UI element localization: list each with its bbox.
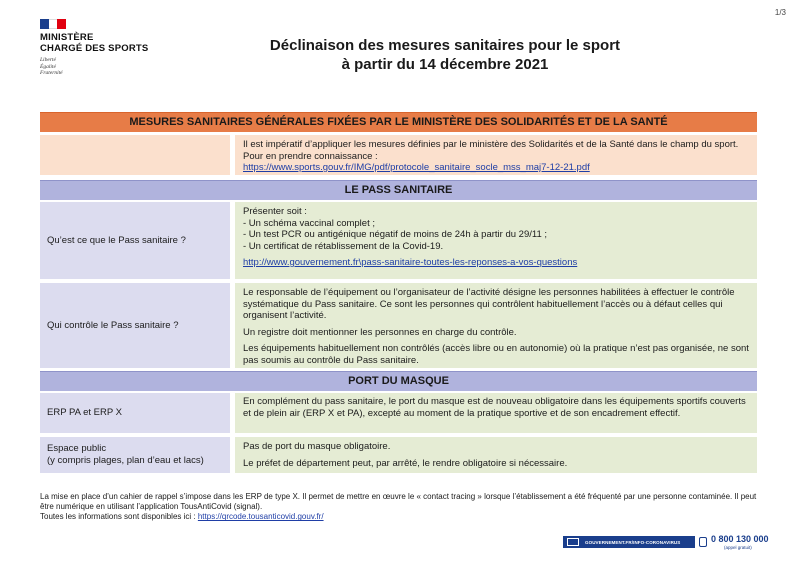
tousanticovid-link[interactable]: https://qrcode.tousanticovid.gouv.fr/ xyxy=(197,512,324,522)
section-header-pass: LE PASS SANITAIRE xyxy=(40,180,757,200)
pass-who-row xyxy=(40,283,757,368)
page-title: Déclinaison des mesures sanitaires pour le sport à partir du 14 décembre 2021 xyxy=(269,37,621,73)
pass-what-row xyxy=(40,202,757,279)
page-number: 1/3 xyxy=(774,8,786,17)
mask-public-row xyxy=(40,437,757,473)
pass-what-label: Qu’est ce que le Pass sanitaire ? xyxy=(40,202,230,279)
general-label-cell xyxy=(40,135,230,175)
gov-info-badge[interactable]: GOUVERNEMENT.FR/INFO-CORONAVIRUS xyxy=(563,536,695,548)
gouvernement-link[interactable]: http://www.gouvernement.fr\pass-sanitaire-toutes-les-reponses-a-vos-questions xyxy=(243,257,578,268)
section-header-general: MESURES SANITAIRES GÉNÉRALES FIXÉES PAR LE MINISTÈRE DES SOLIDARITÉS ET DE LA SANTÉ xyxy=(40,112,757,132)
list-item: - Un test PCR ou antigénique négatif de moins de 24h à partir du 29/11 ; xyxy=(243,229,548,240)
general-content-cell xyxy=(235,135,757,175)
ministry-logo xyxy=(40,19,160,77)
marianne-flag-icon xyxy=(40,19,66,29)
mask-erp-content: En complément du pass sanitaire, le port du masque est de nouveau obligatoire dans les équipements sportifs couverts et de plein air (ERP X et PA), excepté au moment de la pratique sportive et de son encadrement effectif. xyxy=(235,393,757,433)
motto: Liberté Égalité Fraternité xyxy=(40,57,63,76)
mask-public-content: Pas de port du masque obligatoire. Le préfet de département peut, par arrêté, le rendre obligatoire si nécessaire. xyxy=(235,437,757,473)
phone-icon xyxy=(699,537,707,547)
footer-note: La mise en place d’un cahier de rappel s’impose dans les ERP de type X. Il permet de mettre en œuvre le « contact tracing » lorsque l’établissement a été fréquenté par une personne contaminée. Il peut être numérique en utilisant l’application TousAntiCovid (signal). Toutes les informations sont disponibles ici : https://qrcode.tousanticovid.gouv.fr/ xyxy=(40,492,757,522)
general-text: Il est impératif d’appliquer les mesures définies par le ministère des Solidarités et de la Santé dans le champ du sport. Pour en prendre connaissance : xyxy=(243,139,739,162)
section-header-mask: PORT DU MASQUE xyxy=(40,371,757,391)
mask-erp-label: ERP PA et ERP X xyxy=(40,393,230,433)
list-item: - Un schéma vaccinal complet ; xyxy=(243,217,375,229)
pass-who-content: Le responsable de l’équipement ou l’organisateur de l’activité désigne les personnes habilitées à effectuer le contrôle systématique du Pass sanitaire. Ce sont les personnes qui contrôlent habituellement l’accès ou à défaut celles qui organisent l’activité. Un registre doit mentionner les personnes en charge du contrôle. Les équipements habituellement non contrôlés (accès libre ou en autonomie) où la pratique n’est pas organisée, ne sont pas soumis au contrôle du Pass sanitaire. xyxy=(235,283,757,368)
hotline-number: 0 800 130 000 xyxy=(711,534,769,544)
screen-icon xyxy=(567,538,579,546)
list-item: - Un certificat de rétablissement de la Covid-19. xyxy=(243,240,444,252)
pass-what-content: Présenter soit : - Un schéma vaccinal complet ; - Un test PCR ou antigénique négatif de moins de 24h à partir du 29/11 ; - Un certificat de rétablissement de la Covid-19. http://www.gouvernement.fr\pass-sanitaire-toutes-les-reponses-a-vos-questions xyxy=(235,202,757,279)
protocol-link[interactable]: https://www.sports.gouv.fr/IMG/pdf/protocole_sanitaire_socle_mss_maj7-12-21.pdf xyxy=(243,162,590,173)
hotline-note: (appel gratuit) xyxy=(724,545,752,550)
pass-who-label: Qui contrôle le Pass sanitaire ? xyxy=(40,283,230,368)
mask-public-label: Espace public (y compris plages, plan d’eau et lacs) xyxy=(40,437,230,473)
general-row xyxy=(40,135,757,175)
mask-erp-row xyxy=(40,393,757,433)
ministry-name: MINISTÈRE CHARGÉ DES SPORTS xyxy=(40,32,149,54)
